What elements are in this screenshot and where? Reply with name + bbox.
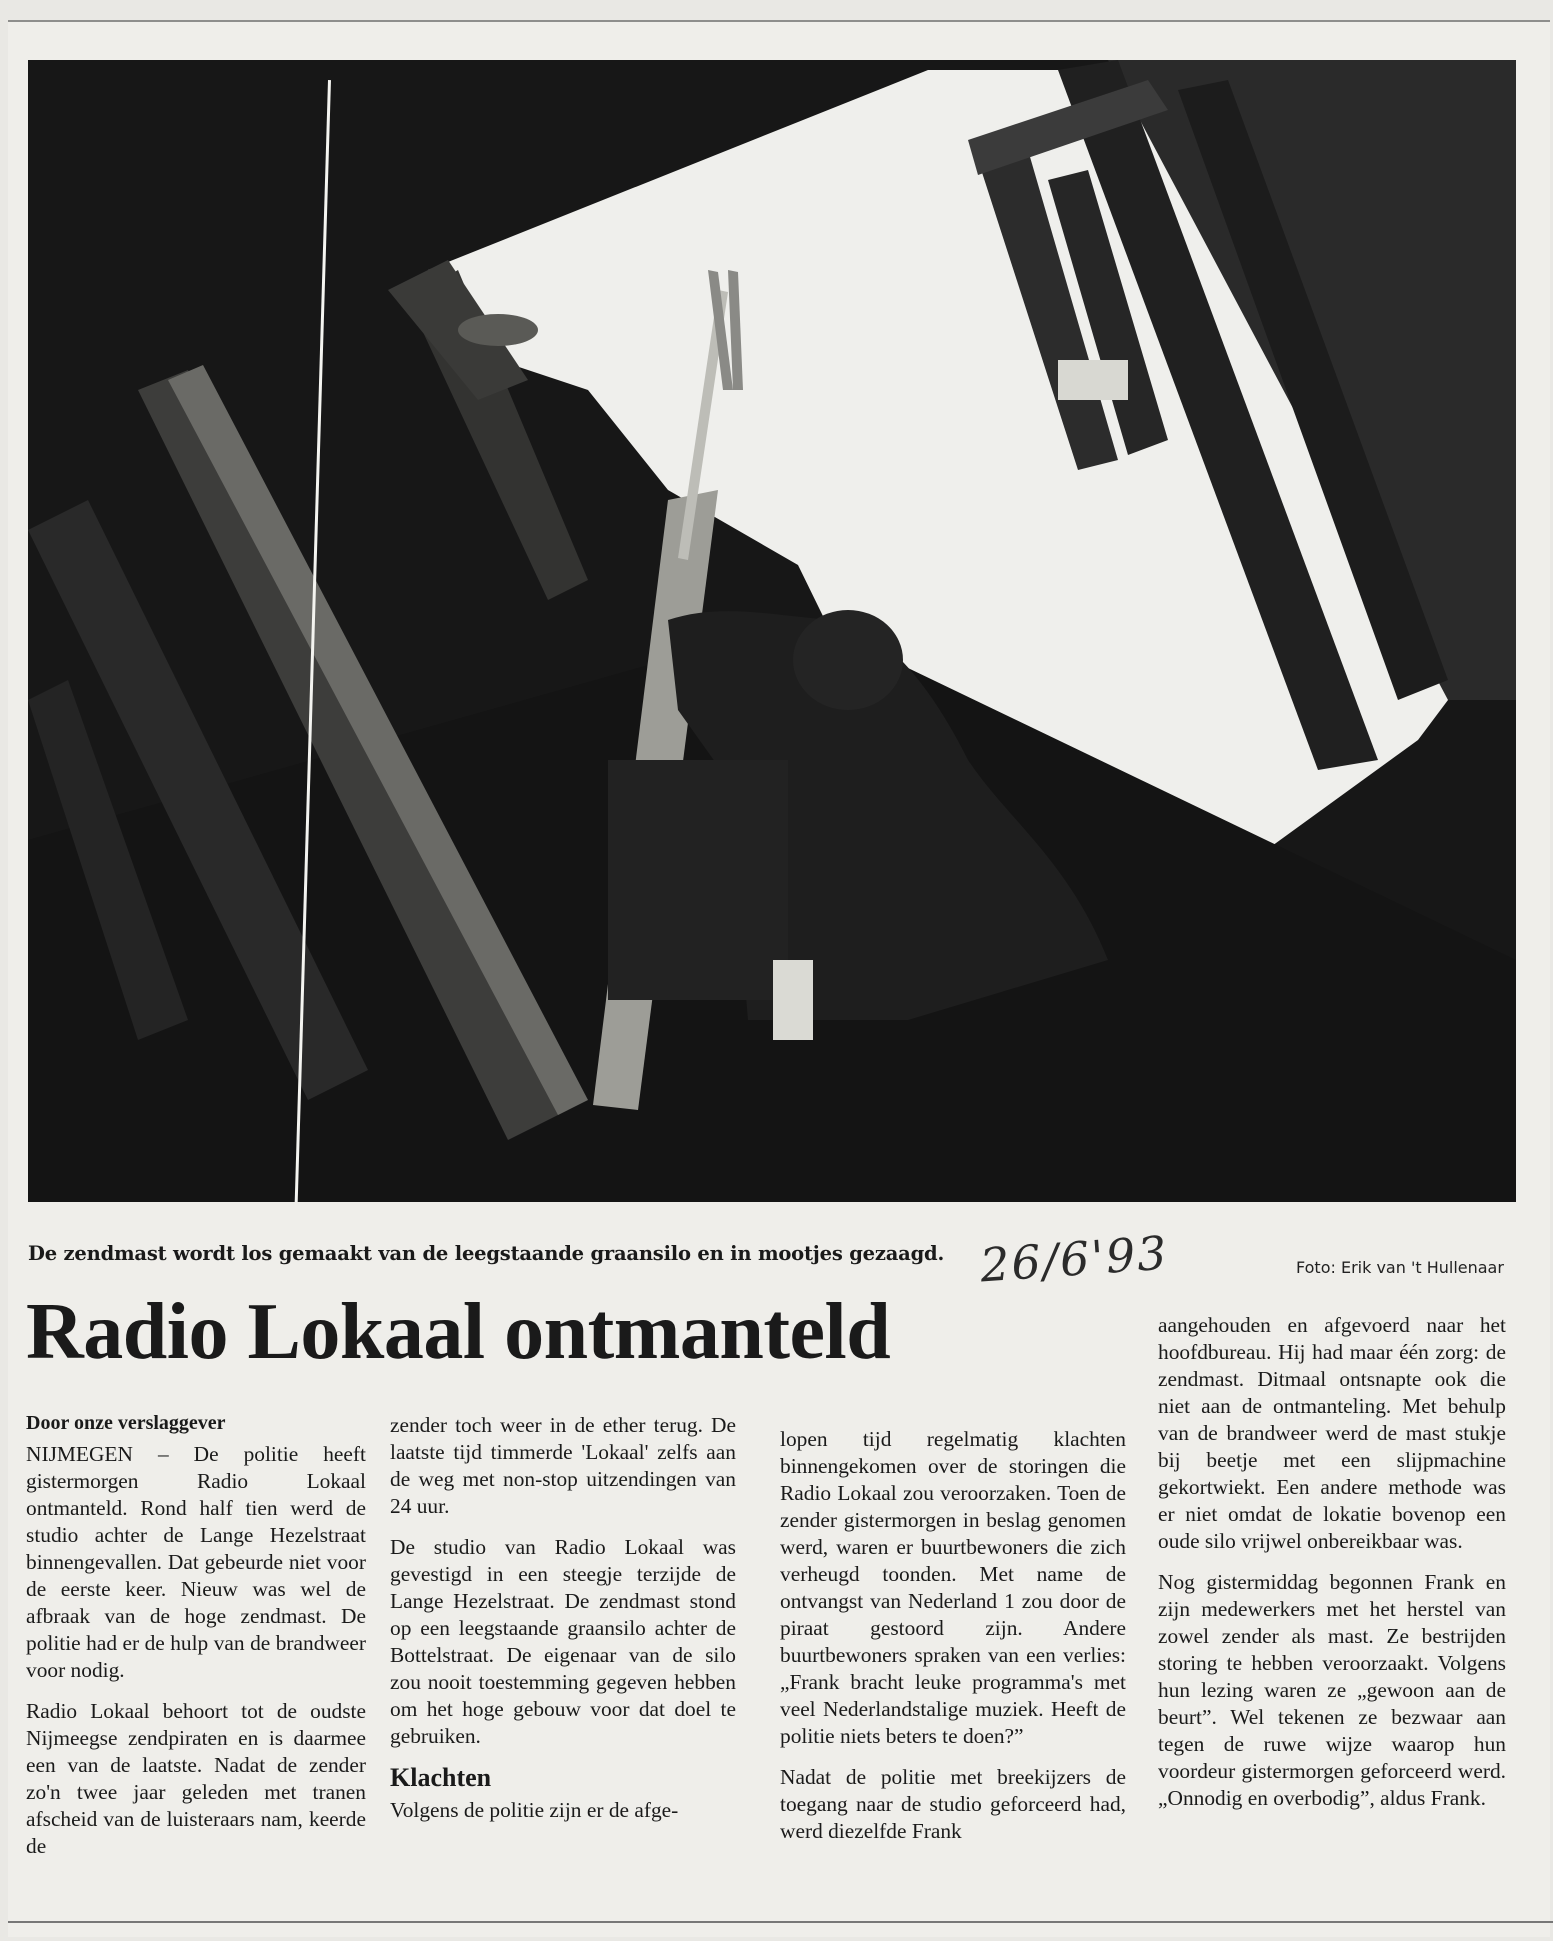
byline: Door onze verslaggever xyxy=(26,1412,226,1434)
paragraph: aangehouden en afgevoerd naar het hoofdbureau. Hij had maar één zorg: de zendmast. Ditmaal ontsnapte ook die niet aan de ontmanteling. Met behulp van de brandweer werd de mast stukje bij beetje met een slijpmachine gekortwiekt. Een andere methode was er niet omdat de lokatie bovenop een oude silo vrijwel onbereikbaar was. xyxy=(1158,1313,1506,1553)
article-column-2 xyxy=(390,1412,736,1838)
paragraph: NIJMEGEN – De politie heeft gistermorgen Radio Lokaal ontmanteld. Rond half tien werd de studio achter de Lange Hezelstraat binnengevallen. Dat gebeurde niet voor de eerste keer. Nieuw was wel de afbraak van de hoge zendmast. De politie had er de hulp van de brandweer voor nodig. xyxy=(26,1442,366,1682)
paragraph: lopen tijd regelmatig klachten binnengekomen over de storingen die Radio Lokaal zou veroorzaken. Toen de zender gistermorgen in beslag genomen werd, waren er buurtbewoners die zich verheugd toonden. Met name de ontvangst van Nederland 1 zou door de piraat gestoord zijn. Andere buurtbewoners spraken van een verlies: „Frank bracht leuke programma's met veel Nederlandstalige muziek. Heeft de politie niets beters te doen?” xyxy=(780,1427,1126,1748)
photo-credit: Foto: Erik van 't Hullenaar xyxy=(1296,1258,1504,1277)
article-photo xyxy=(28,60,1516,1202)
paragraph: Nadat de politie met breekijzers de toegang naar de studio geforceerd had, werd diezelfde Frank xyxy=(780,1765,1126,1843)
article-column-3 xyxy=(780,1426,1126,1859)
article-column-4 xyxy=(1158,1312,1506,1826)
photo-illustration xyxy=(28,60,1516,1202)
headline: Radio Lokaal ontmanteld xyxy=(26,1288,891,1376)
paragraph: Nog gistermiddag begonnen Frank en zijn medewerkers met het herstel van zowel zender als mast. Ze bestrijden storing te hebben veroorzaakt. Volgens hun lezing waren ze „gewoon aan de beurt”. Wel tekenen ze bezwaar aan tegen de ruwe wijze waarop hun voordeur gistermorgen geforceerd werd. „Onnodig en overbodig”, aldus Frank. xyxy=(1158,1570,1506,1810)
paragraph: Volgens de politie zijn er de afge- xyxy=(390,1798,679,1822)
handwritten-date: 26/6'93 xyxy=(978,1225,1171,1293)
bottom-rule xyxy=(8,1921,1553,1923)
photo-caption: De zendmast wordt los gemaakt van de leegstaande graansilo en in mootjes gezaagd. xyxy=(28,1242,945,1265)
paragraph: De studio van Radio Lokaal was gevestigd in een steegje terzijde de Lange Hezelstraat. De zendmast stond op een leegstaande graansilo achter de Bottelstraat. De eigenaar van de silo zou nooit toestemming gegeven hebben om het hoge gebouw voor dat doel te gebruiken. xyxy=(390,1535,736,1748)
paragraph: zender toch weer in de ether terug. De laatste tijd timmerde 'Lokaal' zelfs aan de weg met non-stop uitzendingen van 24 uur. xyxy=(390,1413,736,1518)
subheading: Klachten xyxy=(390,1763,492,1792)
paragraph: Radio Lokaal behoort tot de oudste Nijmeegse zendpiraten en is daarmee een van de laatste. Nadat de zender zo'n twee jaar geleden met tranen afscheid van de luisteraars nam, keerde de xyxy=(26,1699,366,1858)
article-column-1 xyxy=(26,1410,366,1874)
